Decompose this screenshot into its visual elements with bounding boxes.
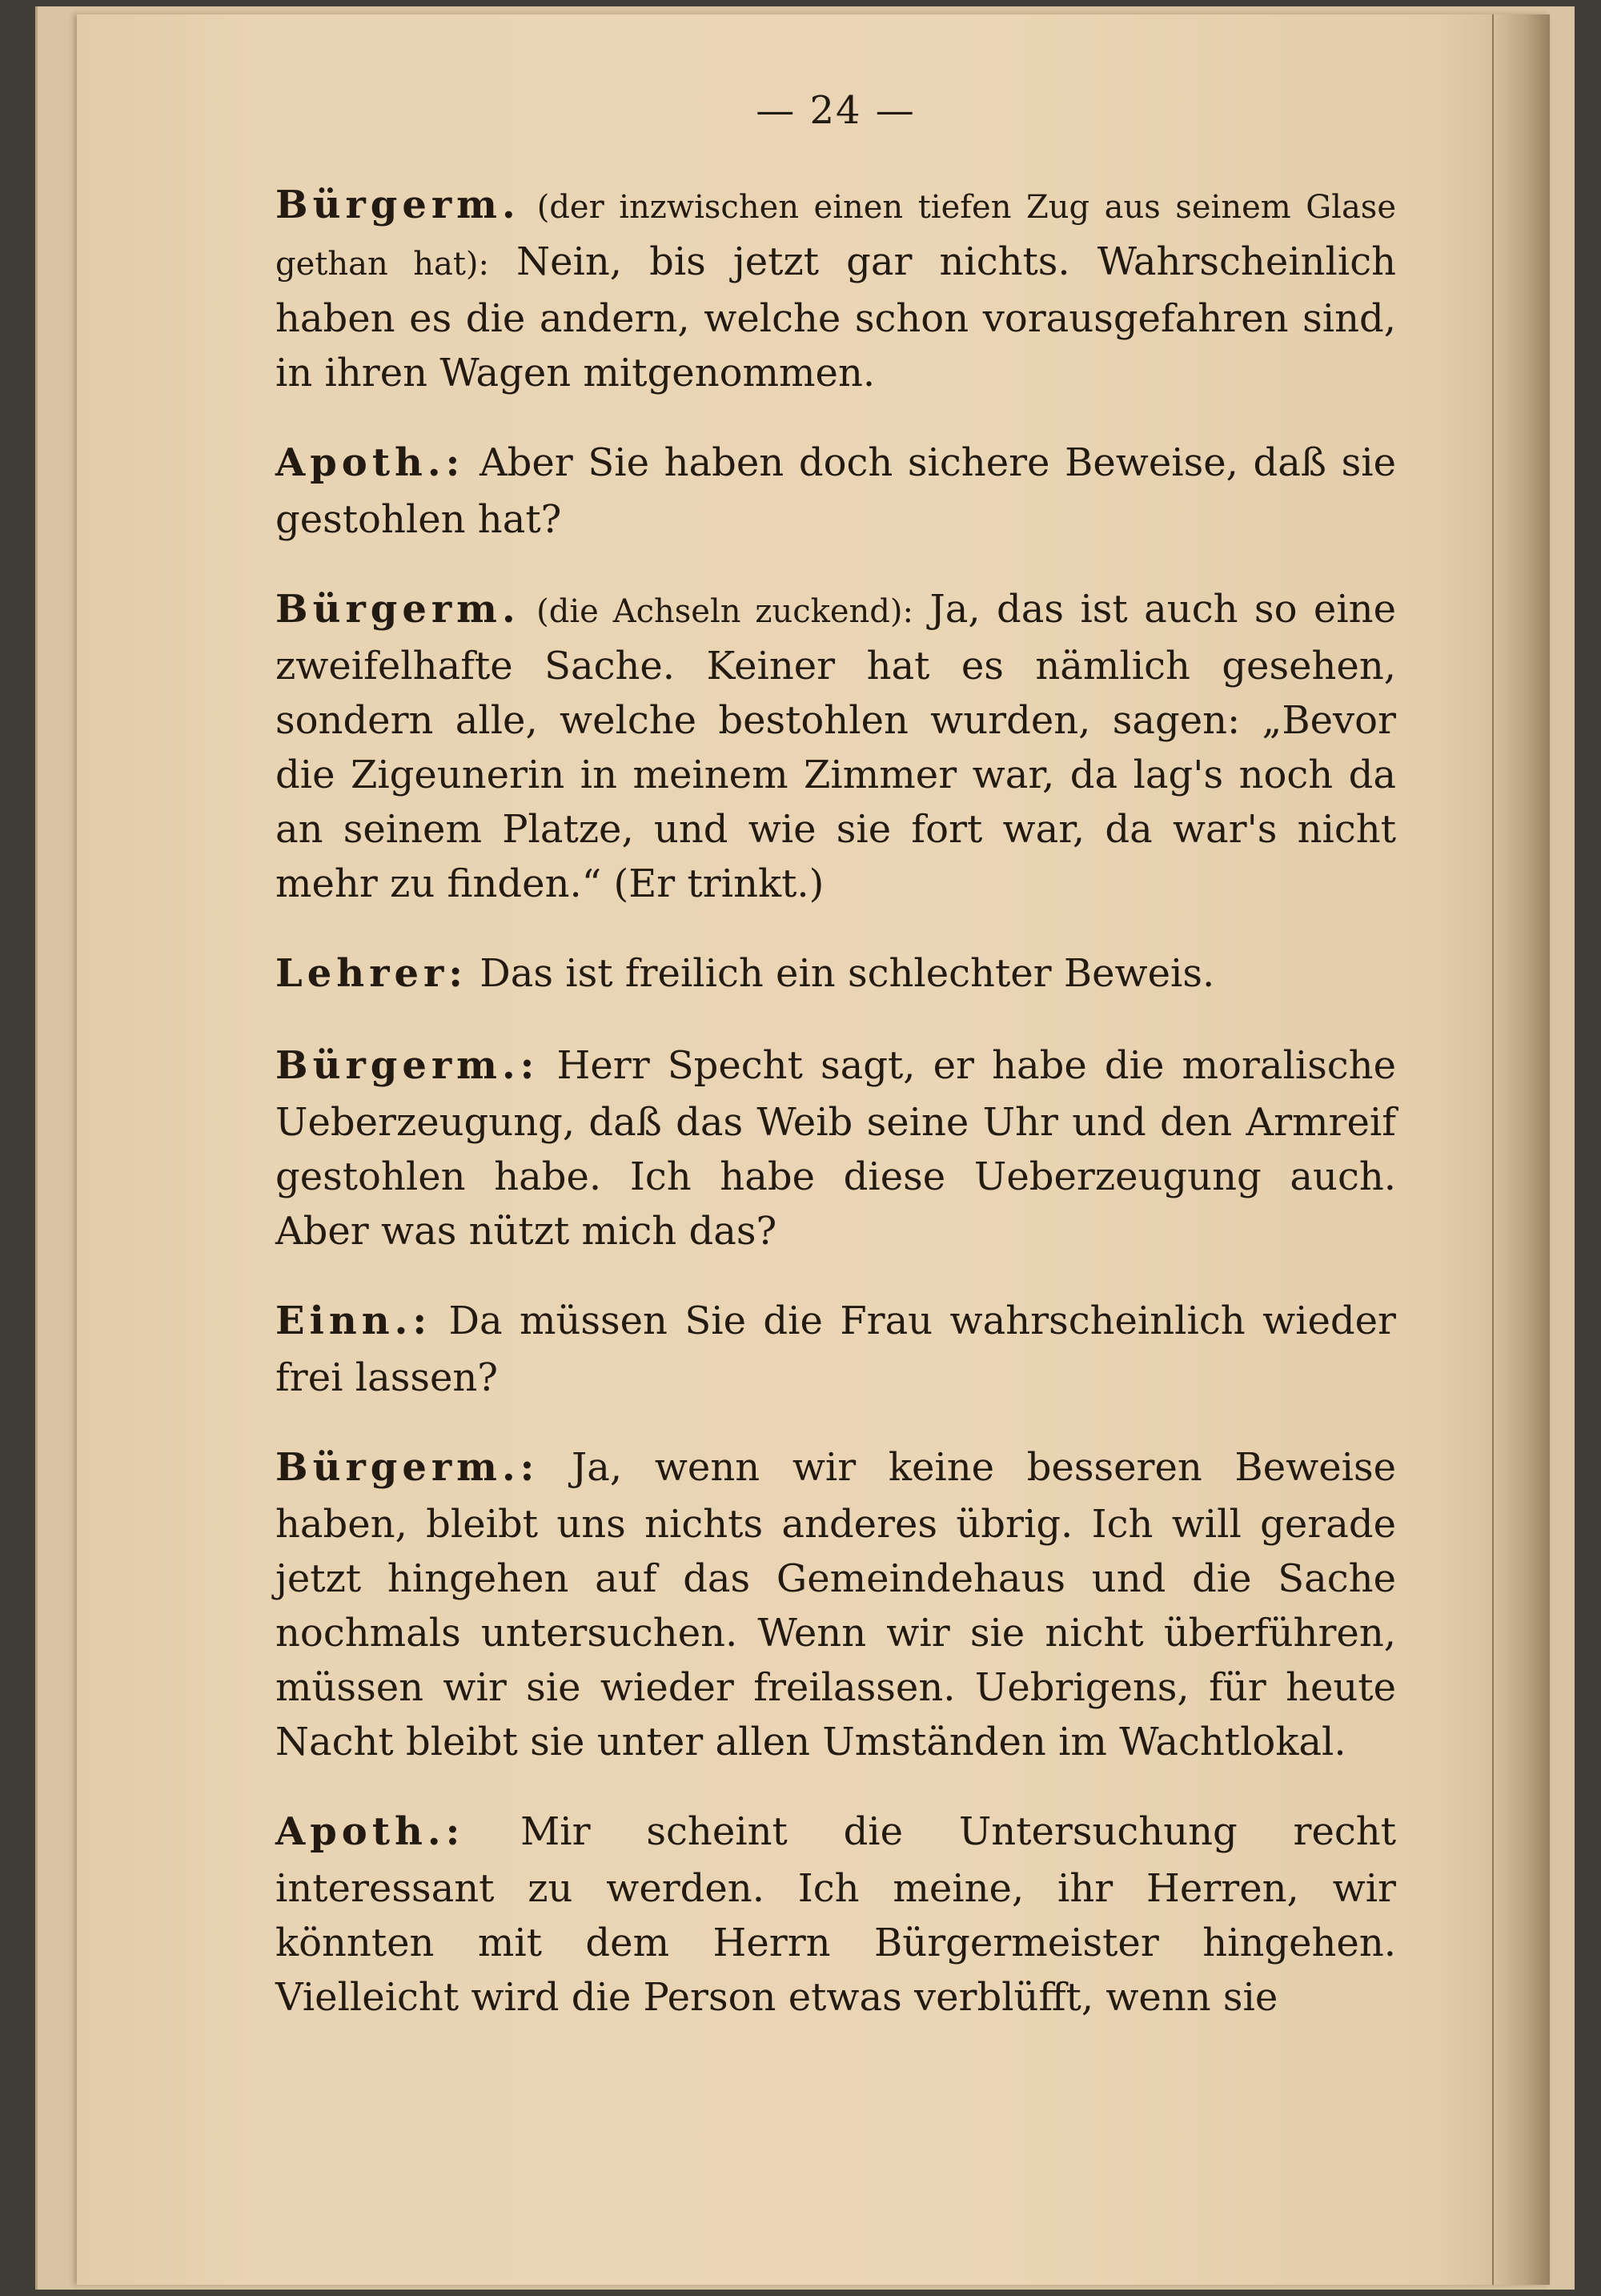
dialogue-text: Ja, wenn wir keine besseren Beweise haben, bleibt uns nichts anderes übrig. Ich will gerade jetzt hingehen auf das Gemeindehaus und die Sache nochmals untersuchen. Wenn wir sie nicht überführen, müssen wir sie wieder freilassen. Uebrigens, für heute Nacht bleibt sie unter allen Umständen im Wachtlokal.	[275, 1445, 1396, 1764]
speaker-label: Bürgerm.	[275, 587, 520, 632]
dialogue-paragraph	[275, 1038, 1396, 1258]
dialogue-text: Das ist freilich ein schlechter Beweis.	[479, 951, 1215, 996]
dialogue-paragraph	[275, 436, 1396, 547]
dialogue-paragraph	[275, 946, 1396, 1003]
speaker-label: Apoth.:	[275, 1809, 465, 1854]
speaker-label: Einn.:	[275, 1299, 432, 1343]
speaker-label: Bürgerm.	[275, 183, 520, 227]
speaker-label: Apoth.:	[275, 440, 465, 485]
dialogue-paragraph	[275, 1440, 1396, 1769]
dialogue-paragraph	[275, 582, 1396, 911]
dialogue-paragraph	[275, 178, 1396, 400]
speaker-label: Lehrer:	[275, 951, 468, 996]
dialogue-paragraph	[275, 1804, 1396, 2025]
stage-direction: (der inzwischen einen tiefen Zug aus seinem Glase gethan hat):	[275, 189, 1396, 283]
dialogue-text: Mir scheint die Untersuchung recht interessant zu werden. Ich meine, ihr Herren, wir könnten mit dem Herrn Bürgermeister hingehen. Vielleicht wird die Person etwas verblüfft, wenn sie	[275, 1809, 1396, 2020]
stage-direction: (die Achseln zuckend):	[536, 593, 913, 630]
dialogue-text: Nein, bis jetzt gar nichts. Wahrscheinlich haben es die andern, welche schon vorausgefahren sind, in ihren Wagen mitgenommen.	[275, 239, 1397, 395]
dialogue-text: Ja, das ist auch so eine zweifelhafte Sache. Keiner hat es nämlich gesehen, sondern alle, welche bestohlen wurden, sagen: „Bevor die Zigeunerin in meinem Zimmer war, da lag's noch da an seinem Platze, und wie sie fort war, da war's nicht mehr zu finden.“ (Er trinkt.)	[275, 587, 1396, 906]
speaker-label: Bürgerm.:	[275, 1445, 540, 1490]
page-text	[275, 80, 1396, 2060]
speaker-label: Bürgerm.:	[275, 1043, 540, 1088]
dialogue-text: Herr Specht sagt, er habe die moralische Ueberzeugung, daß das Weib seine Uhr und den Armreif gestohlen habe. Ich habe diese Ueberzeugung auch. Aber was nützt mich das?	[275, 1043, 1396, 1254]
dialogue-paragraph	[275, 1294, 1396, 1405]
dialogue-text: Aber Sie haben doch sichere Beweise, daß sie gestohlen hat?	[275, 440, 1396, 542]
dialogue-text: Da müssen Sie die Frau wahrscheinlich wieder frei lassen?	[275, 1299, 1396, 1400]
page-gutter	[1492, 14, 1550, 2285]
page-number: — 24 —	[756, 88, 916, 133]
